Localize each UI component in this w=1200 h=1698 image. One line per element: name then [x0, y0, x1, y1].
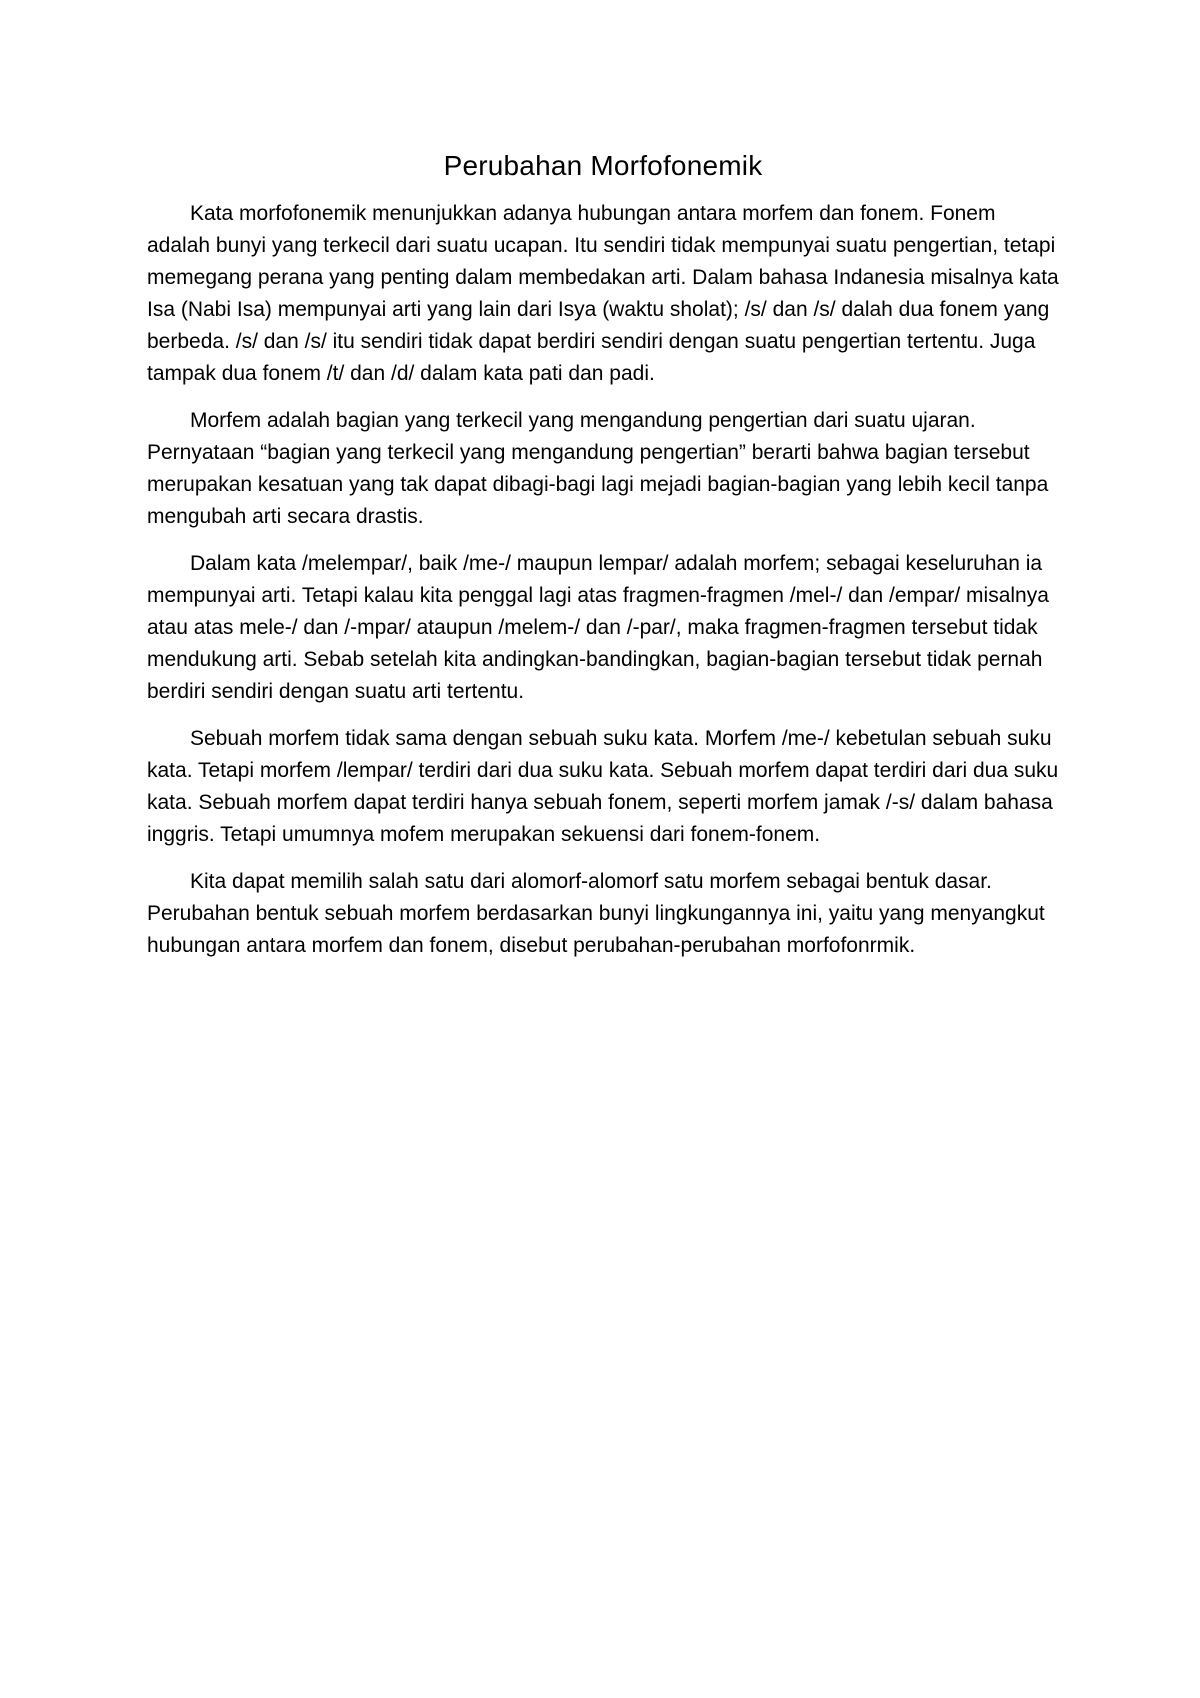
paragraph-5: Kita dapat memilih salah satu dari alomorf-alomorf satu morfem sebagai bentuk dasar. Perubahan bentuk sebuah morfem berdasarkan bunyi lingkungannya ini, yaitu yang menyangkut hubungan antara morfem dan fonem, disebut perubahan-perubahan morfofonrmik.: [147, 870, 1045, 957]
document-title: Perubahan Morfofonemik: [443, 150, 763, 181]
paragraph-1: Kata morfofonemik menunjukkan adanya hubungan antara morfem dan fonem. Fonem adalah bunyi yang terkecil dari suatu ucapan. Itu sendiri tidak mempunyai suatu pengertian, tetapi memegang perana yang penting dalam membedakan arti. Dalam bahasa Indanesia misalnya kata Isa (Nabi Isa) mempunyai arti yang lain dari Isya (waktu sholat); /s/ dan /s/ dalah dua fonem yang berbeda. /s/ dan /s/ itu sendiri tidak dapat berdiri sendiri dengan suatu pengertian tertentu. Juga tampak dua fonem /t/ dan /d/ dalam kata pati dan padi.: [147, 202, 1059, 385]
paragraph-4: Sebuah morfem tidak sama dengan sebuah suku kata. Morfem /me-/ kebetulan sebuah suku kata. Tetapi morfem /lempar/ terdiri dari dua suku kata. Sebuah morfem dapat terdiri dari dua suku kata. Sebuah morfem dapat terdiri hanya sebuah fonem, seperti morfem jamak /-s/ dalam bahasa inggris. Tetapi umumnya mofem merupakan sekuensi dari fonem-fonem.: [147, 727, 1059, 846]
document-body: [147, 146, 1059, 977]
paragraph-2: Morfem adalah bagian yang terkecil yang mengandung pengertian dari suatu ujaran. Pernyataan “bagian yang terkecil yang mengandung pengertian” berarti bahwa bagian tersebut merupakan kesatuan yang tak dapat dibagi-bagi lagi mejadi bagian-bagian yang lebih kecil tanpa mengubah arti secara drastis.: [147, 409, 1049, 528]
paragraph-3: Dalam kata /melempar/, baik /me-/ maupun lempar/ adalah morfem; sebagai keseluruhan ia mempunyai arti. Tetapi kalau kita penggal lagi atas fragmen-fragmen /mel-/ dan /empar/ misalnya atau atas mele-/ dan /-mpar/ ataupun /melem-/ dan /-par/, maka fragmen-fragmen tersebut tidak mendukung arti. Sebab setelah kita andingkan-bandingkan, bagian-bagian tersebut tidak pernah berdiri sendiri dengan suatu arti tertentu.: [147, 552, 1049, 703]
